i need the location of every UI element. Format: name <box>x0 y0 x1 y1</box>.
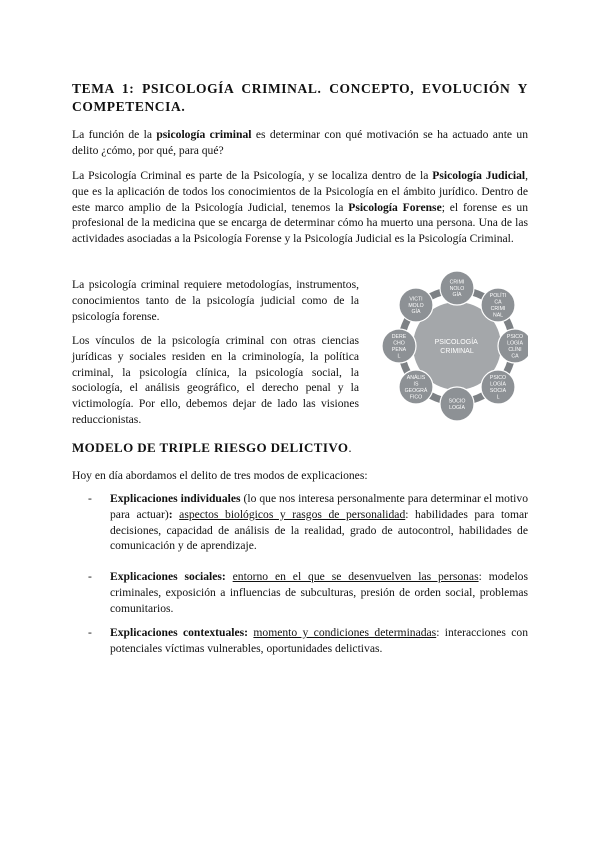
bullet-label: Explicaciones contextuales: <box>110 626 249 639</box>
diagram-node-label: PSICO LOGÍA CLÍNI CA <box>506 334 524 360</box>
bold-term: psicología criminal <box>156 128 252 141</box>
bullet-dash: - <box>88 570 92 583</box>
diagram-node-label: ANÁLIS IS GEOGRÁ FICO <box>404 375 428 401</box>
diagram-node-label: POLÍTI CA CRIMI NAL <box>489 293 507 319</box>
psychology-criminal-diagram <box>368 262 528 426</box>
heading-dot: . <box>348 440 353 455</box>
text-run: : habilidades para tomar decisiones, capacidad de análisis de la realidad, grado de autocontrol, habilidades de comunicación y de aprendizaje. <box>110 507 528 553</box>
diagram-node-label: PSICO LOGÍA SOCIA L <box>489 375 507 401</box>
diagram-node <box>399 288 433 322</box>
text-run: , que es la aplicación de todos los conocimientos de la Psicología en el ámbito jurídico. Dentro de este marco amplio de la Psicología Judicial, tenemos la <box>72 169 528 214</box>
bold-term: Psicología Forense <box>348 200 442 214</box>
text-run: La Psicología Criminal es parte de la Psicología, y se localiza dentro de la <box>72 169 433 182</box>
text-run <box>226 570 233 583</box>
paragraph-links: Los vínculos de la psicología criminal con otras ciencias jurídicas y sociales residen en la criminología, la política criminal, la psicología clínica, la psicología social, la sociología, el análisis geográfico, el derecho penal y la victimología. Por ello, debemos dejar de lado las visiones reduccionistas. <box>72 334 359 426</box>
text-run: es determinar con qué motivación se ha actuado ante un delito ¿cómo, por qué, para qué? <box>72 128 528 157</box>
diagram-node-label: SOCIO LOGÍA <box>448 398 466 411</box>
diagram-center-label: PSICOLOGÍA CRIMINAL <box>434 339 478 355</box>
paragraph-intro: Hoy en día abordamos el delito de tres modos de explicaciones: <box>72 469 368 482</box>
bullet-list <box>88 491 528 554</box>
bullet-dash: - <box>88 626 92 639</box>
bullet-list <box>88 625 528 657</box>
text-run: (lo que nos interesa personalmente para determinar el motivo para actuar) <box>110 492 528 521</box>
section-heading <box>72 440 352 456</box>
bold-term: Psicología Judicial <box>432 169 526 182</box>
bullet-dash: - <box>88 492 92 505</box>
diagram-node-label: CRIMI NOLO GÍA <box>449 279 465 299</box>
diagram-node-label: DERE CHO PENA L <box>391 334 407 360</box>
diagram-node <box>440 271 474 305</box>
bullet-item <box>88 491 528 554</box>
heading-text: MODELO DE TRIPLE RIESGO DELICTIVO <box>72 440 349 455</box>
text-run: : interacciones con potenciales víctimas vulnerables, oportunidades delictivas. <box>110 626 529 655</box>
underlined-text: entorno en el que se desenvuelven las personas <box>232 570 479 583</box>
paragraph-context <box>72 168 528 247</box>
diagram-node <box>498 329 528 363</box>
diagram-node <box>399 370 433 404</box>
diagram-node <box>481 370 515 404</box>
bullet-label: Explicaciones individuales <box>110 492 241 505</box>
diagram-node-label: VICTI MOLO GÍA <box>408 296 424 316</box>
text-run: La función de la <box>72 128 157 141</box>
underlined-text: aspectos biológicos y rasgos de personalidad <box>179 507 406 521</box>
text-run: ; el forense es un profesional de la medicina que se encarga de determinar cómo ha muerto una persona. Una de las actividades asociadas a la Psicología Forense y la Psicología Judicial es la Psicología Criminal. <box>72 200 529 246</box>
document-title: TEMA 1: PSICOLOGÍA CRIMINAL. CONCEPTO, EVOLUCIÓN Y COMPETENCIA. <box>72 81 528 114</box>
paragraph-definition <box>72 127 528 159</box>
diagram-node <box>382 329 416 363</box>
diagram-node <box>440 387 474 421</box>
paragraph-methodology: La psicología criminal requiere metodologías, instrumentos, conocimientos tanto de la psicología judicial como de la psicología forense. <box>72 278 359 323</box>
bullet-label: Explicaciones sociales: <box>110 570 226 583</box>
diagram-node <box>481 288 515 322</box>
bullet-item <box>88 625 528 657</box>
text-run: : modelos criminales, exposición a influencias de subculturas, presión de orden social, problemas comunitarios. <box>110 570 528 615</box>
bullet-item <box>88 569 528 616</box>
text-run: : <box>168 507 180 521</box>
bullet-list <box>88 569 528 616</box>
underlined-text: momento y condiciones determinadas <box>253 626 437 639</box>
